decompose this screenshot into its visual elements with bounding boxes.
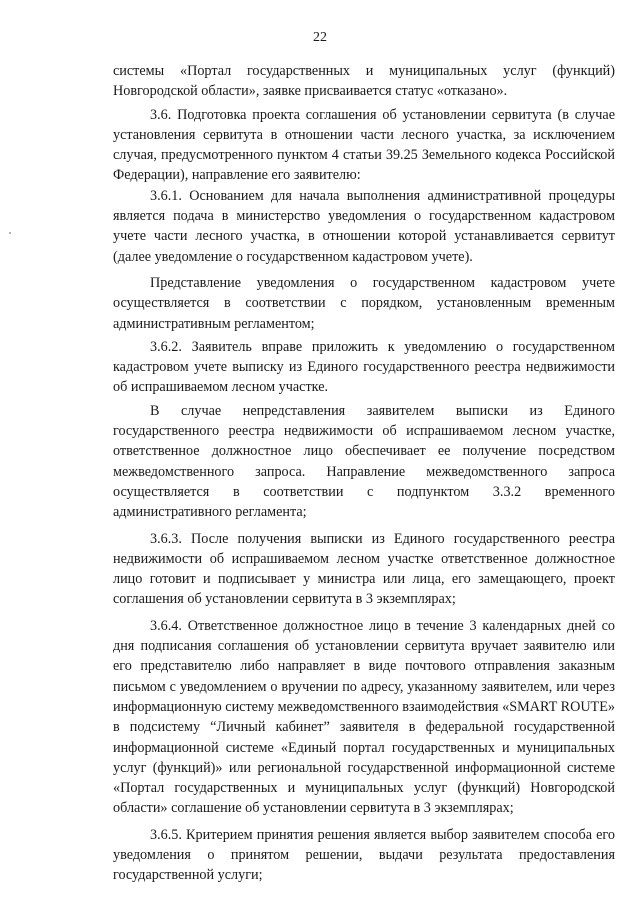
margin-speck [9, 232, 11, 234]
page-number: 22 [313, 30, 327, 45]
paragraph-3-6-1: 3.6.1. Основанием для начала выполнения административной процедуры является подача в министерство уведомления о государственном кадастровом учете части лесного участка, в отношении которой устанавливается сервитут (далее уведомление о государственном кадастровом учете). [113, 187, 615, 265]
paragraph-3-6-4: 3.6.4. Ответственное должностное лицо в течение 3 календарных дней со дня подписания соглашения об установлении сервитута вручает заявителю или его представителю либо направляет в виде почтового отправления заказным письмом с уведомлением о вручении по адресу, указанному заявителем, или через информационную систему межведомственного взаимодействия «SMART ROUTE» в подсистему “Личный кабинет” заявителя в федеральной государственной информационной системе «Единый портал государственных и муниципальных услуг (функций)» или региональной государственной информационной системе «Портал государственных и муниципальных услуг (функций) Новгородской области» соглашение об установлении сервитута в 3 экземплярах; [113, 617, 615, 817]
paragraph-3-6-5: 3.6.5. Критерием принятия решения является выбор заявителем способа его уведомления о принятом решении, выдачи результата предоставления государственной услуги; [113, 826, 615, 884]
paragraph-3-6-3: 3.6.3. После получения выписки из Единого государственного реестра недвижимости об испрашиваемом лесном участке ответственное должностное лицо готовит и подписывает у министра или лица, его замещающего, проект соглашения об установлении сервитута в 3 экземплярах; [113, 530, 615, 608]
paragraph-3-6: 3.6. Подготовка проекта соглашения об установлении сервитута (в случае установления сервитута в отношении части лесного участка, за исключением случая, предусмотренного пунктом 4 статьи 39.25 Земельного кодекса Российской Федерации), направление его заявителю: [113, 106, 615, 184]
paragraph-interagency-request: В случае непредставления заявителем выписки из Единого государственного реестра недвижимости об испрашиваемом лесном участке, ответственное должностное лицо обеспечивает ее получение посредством межведомственного запроса. Направление межведомственного запроса осуществляется в соответствии с подпунктом 3.3.2 временного административного регламента; [113, 402, 615, 521]
document-body [113, 61, 615, 886]
paragraph-3-6-2: 3.6.2. Заявитель вправе приложить к уведомлению о государственном кадастровом учете выписку из Единого государственного реестра недвижимости об испрашиваемом лесном участке. [113, 338, 615, 396]
paragraph-continuation: системы «Портал государственных и муниципальных услуг (функций) Новгородской области», заявке присваивается статус «отказано». [113, 63, 615, 100]
paragraph-notice-submission: Представление уведомления о государственном кадастровом учете осуществляется в соответствии с порядком, установленным временным административным регламентом; [113, 274, 615, 332]
